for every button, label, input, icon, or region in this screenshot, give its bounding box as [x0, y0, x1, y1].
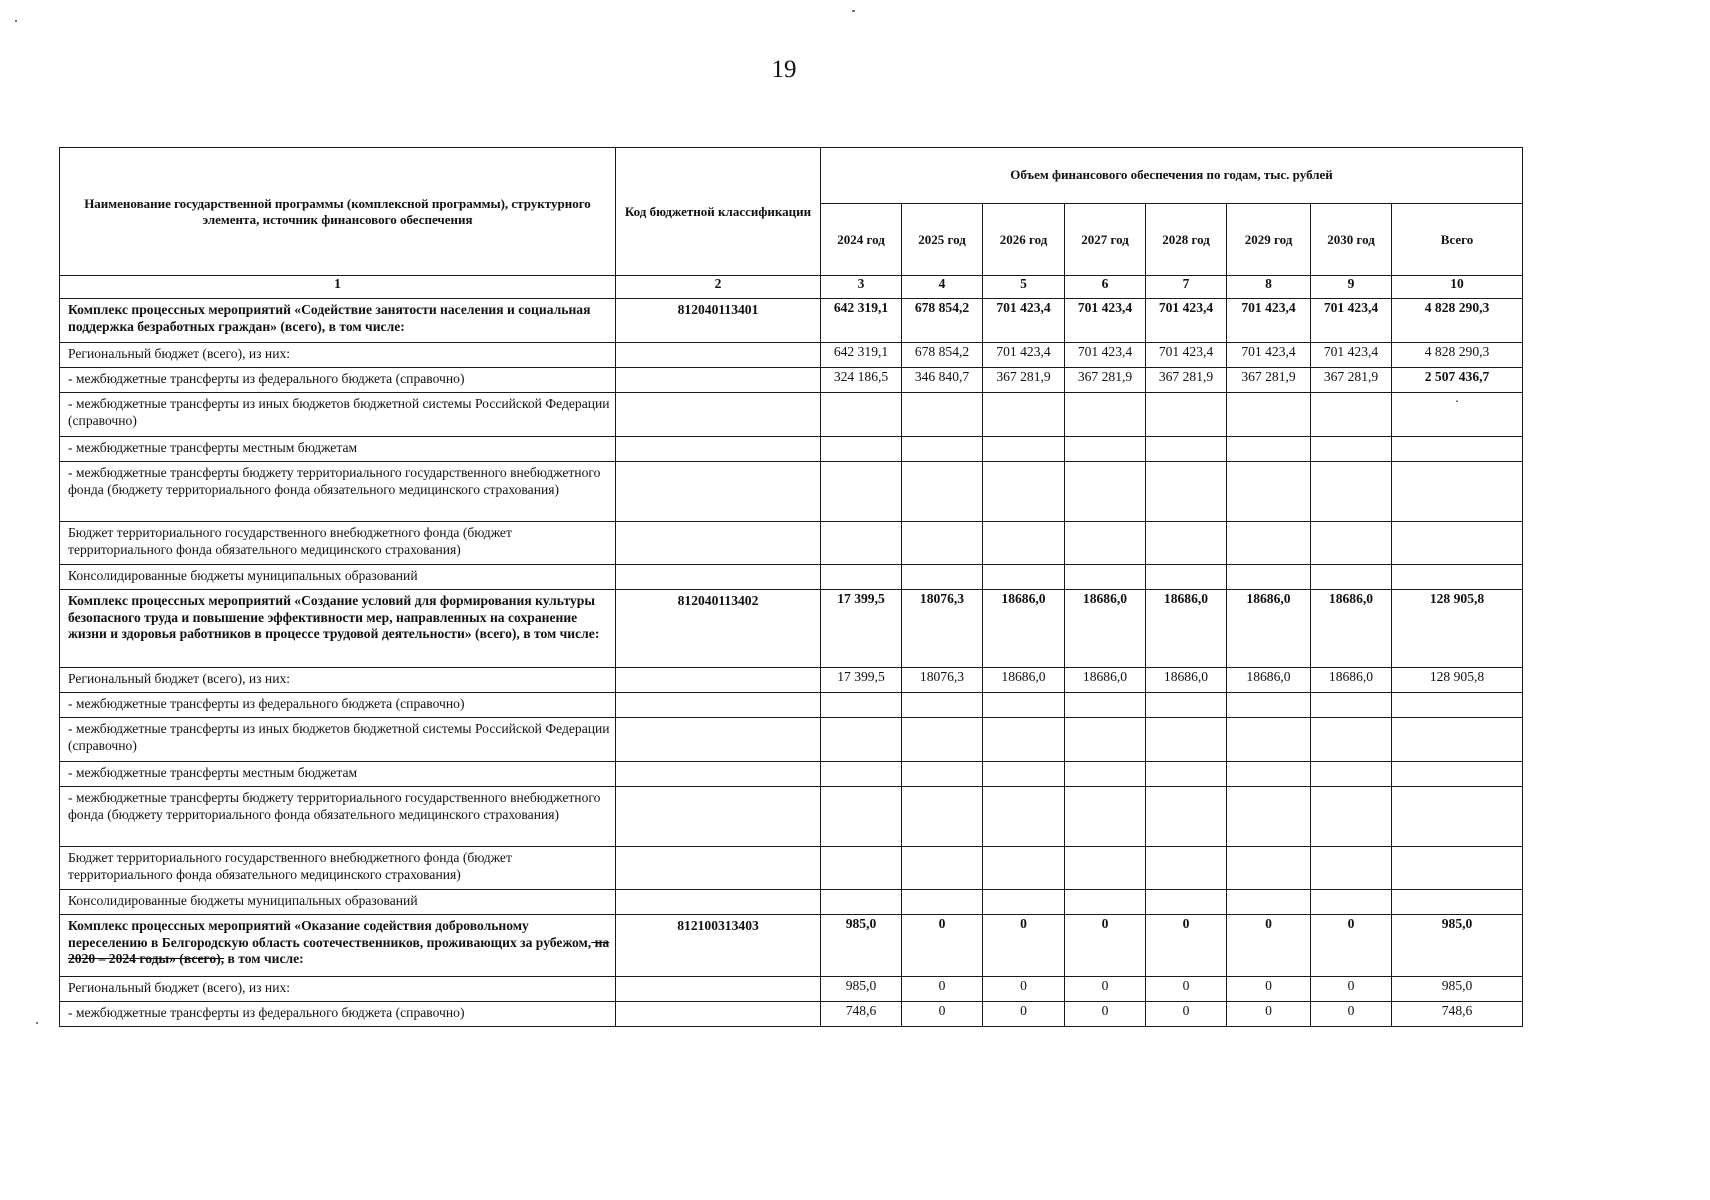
row-value	[983, 693, 1065, 718]
row-value	[1227, 847, 1311, 890]
row-value	[821, 462, 902, 522]
row-value-total: 985,0	[1392, 915, 1523, 977]
row-value: 346 840,7	[902, 368, 983, 393]
row-name-text: - межбюджетные трансферты из федерального бюджета (справочно)	[68, 371, 465, 386]
row-value	[821, 787, 902, 847]
row-value: 0	[983, 1002, 1065, 1027]
column-number: 3	[821, 276, 902, 299]
row-value: 0	[983, 977, 1065, 1002]
row-value	[1065, 718, 1146, 762]
row-name-text: - межбюджетные трансферты бюджету территориального государственного внебюджетного фонда (бюджету территориального фонда обязательного медицинского страхования)	[68, 465, 601, 497]
row-value: 367 281,9	[1311, 368, 1392, 393]
row-value	[1311, 762, 1392, 787]
table-row	[60, 565, 1523, 590]
table-row	[60, 762, 1523, 787]
row-value	[1311, 718, 1392, 762]
row-value	[1146, 762, 1227, 787]
row-value: 0	[1146, 1002, 1227, 1027]
row-code: 812100313403	[616, 915, 821, 977]
table-row	[60, 522, 1523, 565]
row-value-total: ·	[1392, 393, 1523, 437]
row-code	[616, 693, 821, 718]
row-name-text: - межбюджетные трансферты из иных бюджетов бюджетной системы Российской Федерации (справочно)	[68, 721, 610, 753]
row-value	[821, 847, 902, 890]
table-row	[60, 847, 1523, 890]
column-number: 7	[1146, 276, 1227, 299]
row-value: 748,6	[821, 1002, 902, 1027]
column-number: 2	[616, 276, 821, 299]
row-name-text: Комплекс процессных мероприятий «Содействие занятости населения и социальная поддержка безработных граждан» (всего), в том числе:	[68, 302, 591, 334]
row-value-total: 2 507 436,7	[1392, 368, 1523, 393]
table-row	[60, 590, 1523, 668]
row-value	[1311, 437, 1392, 462]
row-value	[821, 762, 902, 787]
row-value	[902, 393, 983, 437]
row-name	[60, 915, 616, 977]
column-number: 8	[1227, 276, 1311, 299]
row-value: 701 423,4	[1146, 299, 1227, 343]
row-value-total: 128 905,8	[1392, 668, 1523, 693]
row-value	[821, 522, 902, 565]
header-name: Наименование государственной программы (комплексной программы), структурного элемента, источник финансового обеспечения	[60, 148, 616, 276]
row-value-total: 128 905,8	[1392, 590, 1523, 668]
page-number: 19	[771, 56, 797, 83]
row-name-struck-text: на 2020 – 2024 годы» (всего),	[68, 934, 610, 967]
row-value	[1065, 437, 1146, 462]
header-funding-group: Объем финансового обеспечения по годам, тыс. рублей	[821, 148, 1523, 204]
scan-speck	[15, 20, 17, 22]
row-value	[1227, 693, 1311, 718]
row-name	[60, 693, 616, 718]
row-value	[902, 437, 983, 462]
row-value	[1146, 522, 1227, 565]
table-row	[60, 299, 1523, 343]
column-number: 1	[60, 276, 616, 299]
row-name	[60, 368, 616, 393]
row-value: 18686,0	[1311, 590, 1392, 668]
row-value: 18686,0	[1227, 668, 1311, 693]
table-row	[60, 437, 1523, 462]
row-code	[616, 565, 821, 590]
row-value: 701 423,4	[1065, 343, 1146, 368]
row-value	[983, 787, 1065, 847]
row-value: 17 399,5	[821, 590, 902, 668]
row-value	[1146, 693, 1227, 718]
row-name-text: Региональный бюджет (всего), из них:	[68, 980, 291, 995]
row-value	[983, 762, 1065, 787]
row-value: 678 854,2	[902, 343, 983, 368]
row-name	[60, 590, 616, 668]
row-value: 985,0	[821, 915, 902, 977]
row-value	[1065, 787, 1146, 847]
row-value	[1146, 847, 1227, 890]
row-code	[616, 668, 821, 693]
row-code: 812040113402	[616, 590, 821, 668]
row-value: 642 319,1	[821, 343, 902, 368]
column-number: 9	[1311, 276, 1392, 299]
row-value	[1146, 718, 1227, 762]
row-name-text: Региональный бюджет (всего), из них:	[68, 671, 291, 686]
row-value	[821, 437, 902, 462]
row-value: 678 854,2	[902, 299, 983, 343]
row-name	[60, 565, 616, 590]
row-code	[616, 393, 821, 437]
row-code	[616, 787, 821, 847]
row-value: 0	[902, 915, 983, 977]
row-value	[983, 462, 1065, 522]
row-name-tail-text: в том числе:	[224, 951, 304, 967]
row-name	[60, 847, 616, 890]
row-value	[1065, 565, 1146, 590]
row-value	[1227, 762, 1311, 787]
row-name-text: - межбюджетные трансферты из федерального бюджета (справочно)	[68, 696, 465, 711]
row-name	[60, 1002, 616, 1027]
row-name-text: Консолидированные бюджеты муниципальных образований	[68, 893, 418, 908]
row-value: 0	[1311, 1002, 1392, 1027]
row-value	[821, 890, 902, 915]
row-value-total	[1392, 437, 1523, 462]
row-value: 17 399,5	[821, 668, 902, 693]
table-row	[60, 693, 1523, 718]
row-value-total	[1392, 787, 1523, 847]
row-value: 0	[1227, 1002, 1311, 1027]
row-name-text: Бюджет территориального государственного внебюджетного фонда (бюджет территориального фонда обязательного медицинского страхования)	[68, 525, 512, 557]
row-value: 18686,0	[1146, 668, 1227, 693]
row-value: 18686,0	[1146, 590, 1227, 668]
row-value	[1065, 762, 1146, 787]
row-name	[60, 890, 616, 915]
row-value	[983, 437, 1065, 462]
row-value: 0	[902, 1002, 983, 1027]
row-code	[616, 1002, 821, 1027]
header-year: 2029 год	[1227, 204, 1311, 276]
row-value	[1311, 787, 1392, 847]
row-value	[1311, 522, 1392, 565]
row-value-total	[1392, 890, 1523, 915]
row-value: 0	[1065, 1002, 1146, 1027]
row-value-total: 4 828 290,3	[1392, 299, 1523, 343]
table-row	[60, 393, 1523, 437]
row-value	[1146, 437, 1227, 462]
row-value	[983, 890, 1065, 915]
row-value: 367 281,9	[1065, 368, 1146, 393]
row-name-text: - межбюджетные трансферты из иных бюджетов бюджетной системы Российской Федерации (справочно)	[68, 396, 610, 428]
scan-speck	[852, 10, 855, 12]
row-value	[902, 890, 983, 915]
row-value	[1311, 565, 1392, 590]
row-value	[821, 393, 902, 437]
row-value	[1311, 890, 1392, 915]
row-value: 0	[1146, 915, 1227, 977]
row-value-total	[1392, 847, 1523, 890]
column-number: 5	[983, 276, 1065, 299]
row-name	[60, 299, 616, 343]
row-value: 18686,0	[1311, 668, 1392, 693]
row-value-total	[1392, 693, 1523, 718]
row-value	[1311, 462, 1392, 522]
row-value: 701 423,4	[1311, 299, 1392, 343]
row-code	[616, 718, 821, 762]
table-row	[60, 462, 1523, 522]
row-code	[616, 368, 821, 393]
row-value	[902, 462, 983, 522]
row-value-total	[1392, 718, 1523, 762]
row-value	[1227, 787, 1311, 847]
column-number: 4	[902, 276, 983, 299]
row-value-total	[1392, 462, 1523, 522]
row-value: 0	[1065, 915, 1146, 977]
row-value-total	[1392, 762, 1523, 787]
row-value	[983, 522, 1065, 565]
row-value	[1227, 522, 1311, 565]
table-row	[60, 1002, 1523, 1027]
row-value	[1065, 462, 1146, 522]
row-value: 701 423,4	[983, 343, 1065, 368]
row-value: 18686,0	[1065, 590, 1146, 668]
row-value	[1311, 847, 1392, 890]
row-value: 367 281,9	[1227, 368, 1311, 393]
row-name	[60, 668, 616, 693]
row-value-total	[1392, 522, 1523, 565]
row-value	[902, 565, 983, 590]
row-value	[1227, 718, 1311, 762]
row-value	[1227, 462, 1311, 522]
table-row	[60, 890, 1523, 915]
header-year: 2030 год	[1311, 204, 1392, 276]
row-code	[616, 847, 821, 890]
row-value	[983, 718, 1065, 762]
table-row	[60, 343, 1523, 368]
row-value: 701 423,4	[1311, 343, 1392, 368]
row-value	[983, 565, 1065, 590]
row-value: 701 423,4	[1227, 343, 1311, 368]
row-value: 0	[1311, 915, 1392, 977]
row-value: 0	[902, 977, 983, 1002]
row-value	[1146, 462, 1227, 522]
table-row	[60, 368, 1523, 393]
row-value	[1065, 393, 1146, 437]
row-value: 985,0	[821, 977, 902, 1002]
row-name	[60, 393, 616, 437]
row-value	[1311, 693, 1392, 718]
row-name	[60, 462, 616, 522]
row-value-total: 748,6	[1392, 1002, 1523, 1027]
row-name	[60, 762, 616, 787]
row-value-total: 4 828 290,3	[1392, 343, 1523, 368]
funding-table	[59, 147, 1523, 1027]
column-number: 10	[1392, 276, 1523, 299]
column-number: 6	[1065, 276, 1146, 299]
row-value: 701 423,4	[1065, 299, 1146, 343]
row-value	[1227, 890, 1311, 915]
row-value: 0	[1311, 977, 1392, 1002]
row-value	[1227, 393, 1311, 437]
row-value: 18686,0	[983, 668, 1065, 693]
row-name	[60, 522, 616, 565]
table-row	[60, 787, 1523, 847]
row-value: 0	[983, 915, 1065, 977]
row-name-text: Региональный бюджет (всего), из них:	[68, 346, 291, 361]
row-value: 18076,3	[902, 668, 983, 693]
header-year: 2024 год	[821, 204, 902, 276]
row-value: 18076,3	[902, 590, 983, 668]
row-name	[60, 787, 616, 847]
row-value: 367 281,9	[1146, 368, 1227, 393]
row-value	[902, 847, 983, 890]
row-code	[616, 522, 821, 565]
header-year: 2027 год	[1065, 204, 1146, 276]
row-value-total	[1392, 565, 1523, 590]
header-year: 2026 год	[983, 204, 1065, 276]
header-total: Всего	[1392, 204, 1523, 276]
row-name-text: Консолидированные бюджеты муниципальных образований	[68, 568, 418, 583]
table-body	[60, 299, 1523, 1027]
row-code	[616, 462, 821, 522]
row-value	[1146, 393, 1227, 437]
row-code	[616, 437, 821, 462]
row-value: 324 186,5	[821, 368, 902, 393]
row-value	[902, 522, 983, 565]
row-value	[1065, 693, 1146, 718]
row-value: 701 423,4	[983, 299, 1065, 343]
row-name-text: - межбюджетные трансферты бюджету территориального государственного внебюджетного фонда (бюджету территориального фонда обязательного медицинского страхования)	[68, 790, 601, 822]
row-value: 0	[1146, 977, 1227, 1002]
row-value	[1065, 847, 1146, 890]
row-value: 0	[1227, 915, 1311, 977]
row-value	[821, 693, 902, 718]
row-code	[616, 343, 821, 368]
table-row	[60, 977, 1523, 1002]
row-value	[902, 693, 983, 718]
row-value	[1146, 787, 1227, 847]
table-row	[60, 915, 1523, 977]
row-value: 18686,0	[983, 590, 1065, 668]
row-value: 18686,0	[1227, 590, 1311, 668]
row-name-text: Комплекс процессных мероприятий «Создание условий для формирования культуры безопасного труда и повышение эффективности мер, направленных на сохранение жизни и здоровья работников в процессе трудовой деятельности» (всего), в том числе:	[68, 593, 600, 642]
header-year: 2025 год	[902, 204, 983, 276]
row-name	[60, 437, 616, 462]
row-value	[983, 393, 1065, 437]
header-year: 2028 год	[1146, 204, 1227, 276]
row-code	[616, 890, 821, 915]
row-value: 642 319,1	[821, 299, 902, 343]
table-row	[60, 668, 1523, 693]
row-code	[616, 977, 821, 1002]
row-value	[902, 718, 983, 762]
scan-speck	[36, 1022, 38, 1024]
row-value: 367 281,9	[983, 368, 1065, 393]
row-value	[902, 762, 983, 787]
row-name-text: - межбюджетные трансферты местным бюджетам	[68, 765, 358, 780]
table-row	[60, 718, 1523, 762]
header-code: Код бюджетной классификации	[616, 148, 821, 276]
row-value: 0	[1065, 977, 1146, 1002]
row-value	[821, 718, 902, 762]
row-value	[821, 565, 902, 590]
row-value	[1227, 437, 1311, 462]
row-value	[983, 847, 1065, 890]
row-name	[60, 718, 616, 762]
row-name	[60, 977, 616, 1002]
row-name-text: Бюджет территориального государственного внебюджетного фонда (бюджет территориального фонда обязательного медицинского страхования)	[68, 850, 512, 882]
row-code	[616, 762, 821, 787]
row-name-text: - межбюджетные трансферты из федерального бюджета (справочно)	[68, 1005, 465, 1020]
row-value	[1065, 522, 1146, 565]
row-value	[902, 787, 983, 847]
row-value	[1311, 393, 1392, 437]
row-value: 701 423,4	[1227, 299, 1311, 343]
row-name-text: Комплекс процессных мероприятий «Оказание содействия добровольному переселению в Белгородскую область соотечественников, проживающих за рубежом,	[68, 918, 592, 950]
row-value: 701 423,4	[1146, 343, 1227, 368]
row-value	[1146, 890, 1227, 915]
row-value	[1065, 890, 1146, 915]
row-value	[1146, 565, 1227, 590]
row-code: 812040113401	[616, 299, 821, 343]
row-value	[1227, 565, 1311, 590]
row-value: 0	[1227, 977, 1311, 1002]
row-value: 18686,0	[1065, 668, 1146, 693]
row-name-text: - межбюджетные трансферты местным бюджетам	[68, 440, 358, 455]
row-value-total: 985,0	[1392, 977, 1523, 1002]
row-name	[60, 343, 616, 368]
